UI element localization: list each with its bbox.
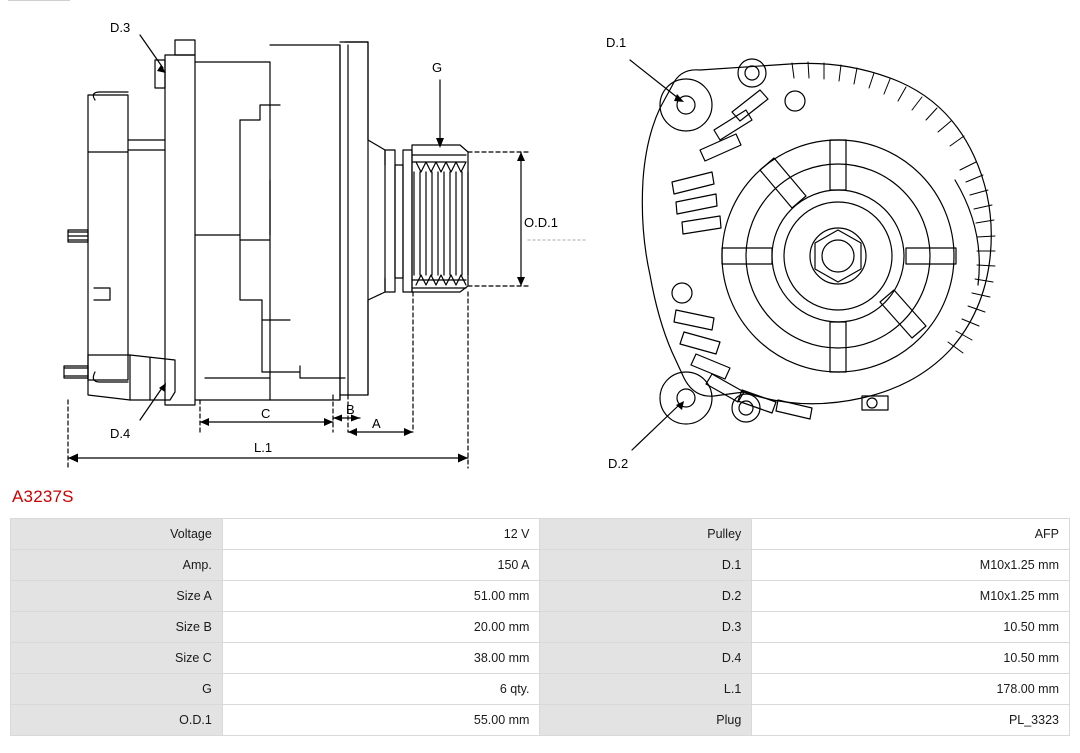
spec-label: D.1 — [540, 550, 752, 581]
spec-value: 10.50 mm — [752, 643, 1070, 674]
spec-label: G — [11, 674, 223, 705]
label-od1: O.D.1 — [524, 215, 558, 230]
spec-value: 6 qty. — [222, 674, 540, 705]
table-row — [11, 519, 1070, 550]
spec-label: Size B — [11, 612, 223, 643]
spec-value: M10x1.25 mm — [752, 581, 1070, 612]
spec-label: Voltage — [11, 519, 223, 550]
label-l1: L.1 — [254, 440, 273, 455]
spec-value: 10.50 mm — [752, 612, 1070, 643]
label-b: B — [346, 402, 355, 417]
page-title: A3237S — [12, 487, 74, 506]
spec-value: 55.00 mm — [222, 705, 540, 736]
label-c: C — [261, 406, 271, 421]
label-d1: D.1 — [606, 35, 627, 50]
spec-value: 51.00 mm — [222, 581, 540, 612]
spec-value: 12 V — [222, 519, 540, 550]
spec-label: L.1 — [540, 674, 752, 705]
spec-value: M10x1.25 mm — [752, 550, 1070, 581]
table-row — [11, 643, 1070, 674]
spec-label: D.2 — [540, 581, 752, 612]
table-row — [11, 612, 1070, 643]
spec-value: 38.00 mm — [222, 643, 540, 674]
spec-label: Plug — [540, 705, 752, 736]
spec-value: 20.00 mm — [222, 612, 540, 643]
label-g: G — [432, 60, 443, 75]
label-d3: D.3 — [110, 20, 131, 35]
spec-label: O.D.1 — [11, 705, 223, 736]
label-d4: D.4 — [110, 426, 131, 441]
spec-label: Size C — [11, 643, 223, 674]
spec-value: PL_3323 — [752, 705, 1070, 736]
label-d2: D.2 — [608, 456, 629, 471]
table-row — [11, 705, 1070, 736]
spec-label: D.4 — [540, 643, 752, 674]
spec-label: Pulley — [540, 519, 752, 550]
spec-label: Size A — [11, 581, 223, 612]
spec-label: Amp. — [11, 550, 223, 581]
spec-label: D.3 — [540, 612, 752, 643]
spec-value: AFP — [752, 519, 1070, 550]
table-row — [11, 581, 1070, 612]
table-row — [11, 550, 1070, 581]
specifications-table — [10, 518, 1070, 736]
spec-value: 150 A — [222, 550, 540, 581]
label-a: A — [372, 416, 381, 431]
table-row — [11, 674, 1070, 705]
spec-value: 178.00 mm — [752, 674, 1070, 705]
